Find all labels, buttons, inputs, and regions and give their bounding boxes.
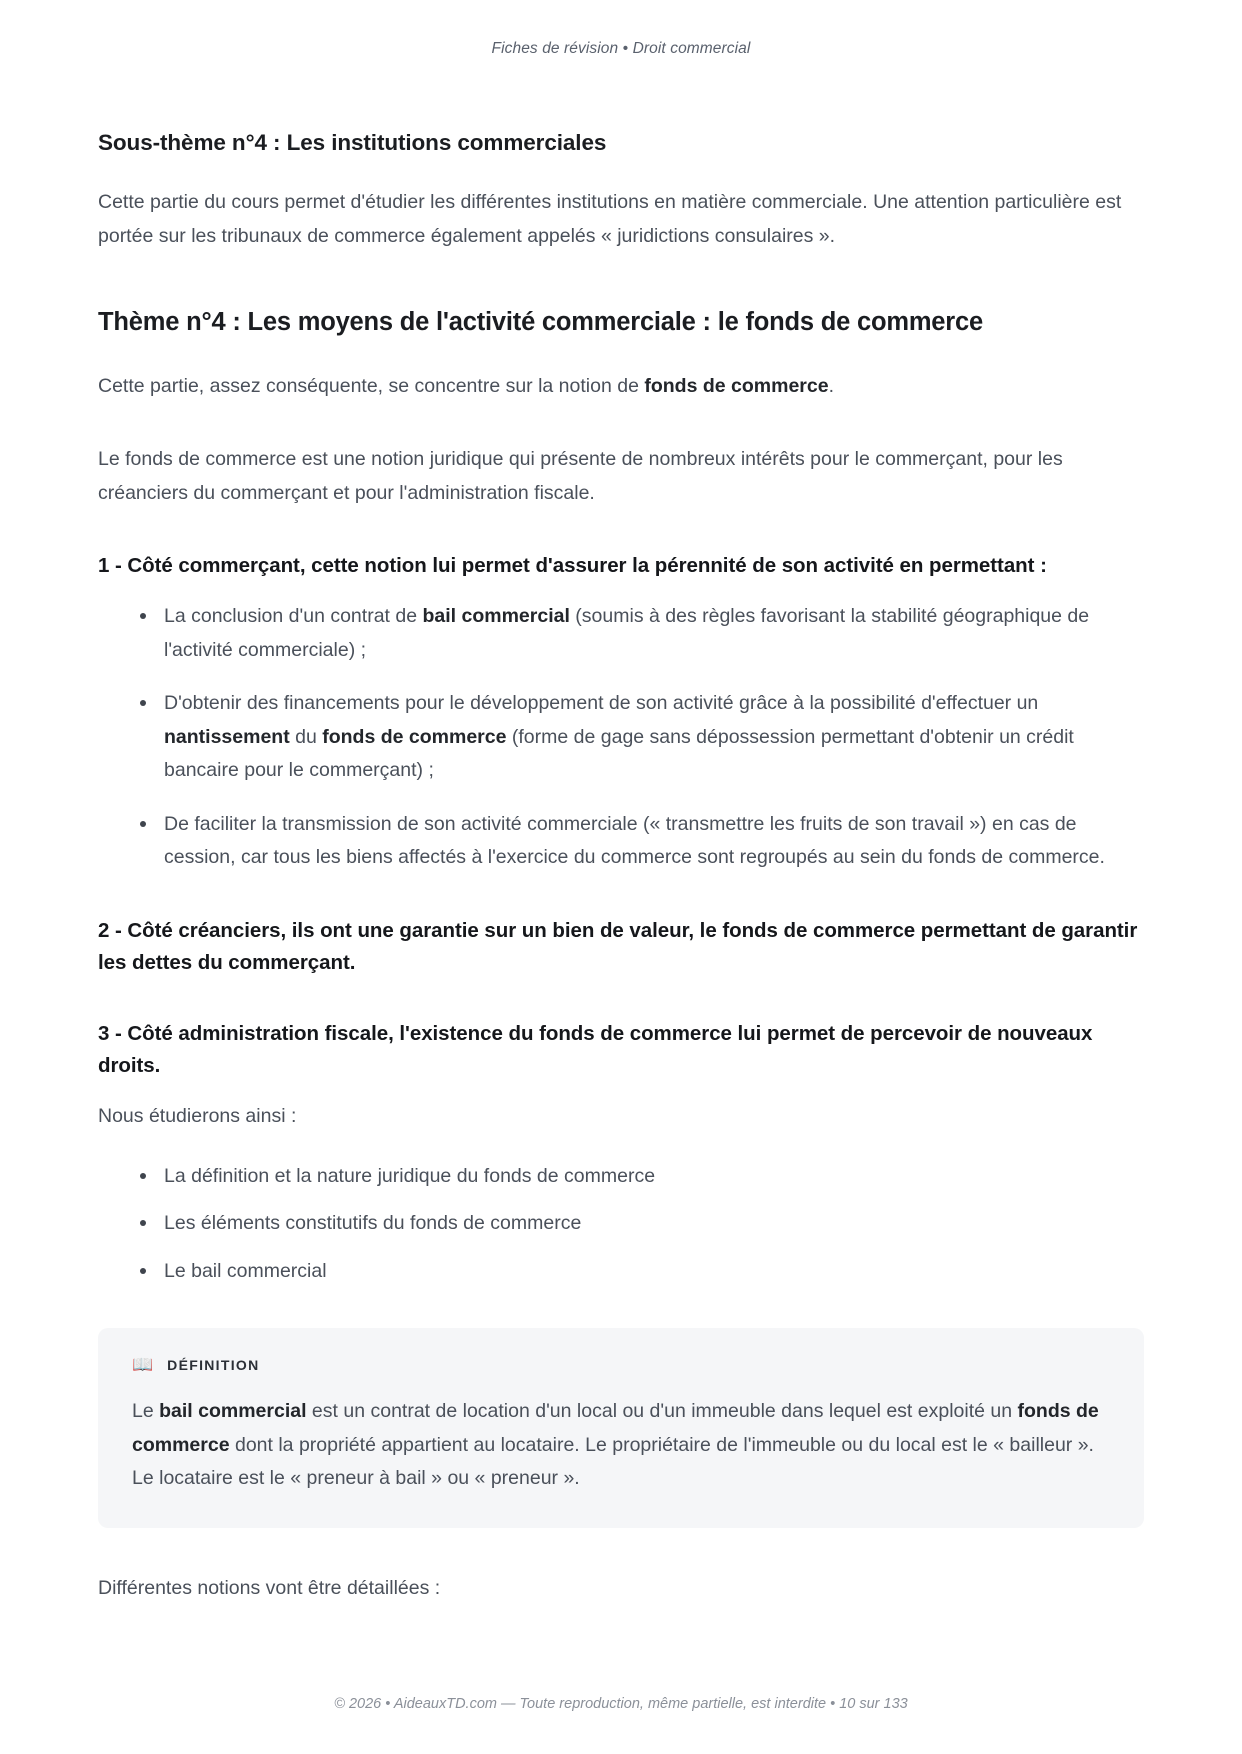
definition-callout-label: DÉFINITION bbox=[167, 1356, 260, 1373]
study-bullet-list bbox=[98, 1160, 1144, 1289]
bullet-text-middle: du bbox=[289, 725, 323, 748]
theme-intro-bold: fonds de commerce bbox=[644, 374, 829, 397]
running-header: Fiches de révision • Droit commercial bbox=[491, 40, 751, 57]
closing-paragraph: Différentes notions vont être détaillées : bbox=[98, 1576, 441, 1599]
interests-paragraph: Le fonds de commerce est une notion juridique qui présente de nombreux intérêts pour le commerçant, pour les créanciers du commerçant et pour l'administration fiscale. bbox=[98, 448, 1063, 504]
point-1-bullet-list bbox=[98, 600, 1144, 875]
point-2-heading: 2 - Côté créanciers, ils ont une garantie sur un bien de valeur, le fonds de commerce permettant de garantir les dettes du commerçant. bbox=[98, 918, 1138, 974]
callout-bold-2: fonds de commerce bbox=[132, 1400, 1099, 1456]
list-item bbox=[136, 687, 1144, 788]
sub-theme-heading: Sous-thème n°4 : Les institutions commerciales bbox=[98, 130, 607, 155]
list-item: La définition et la nature juridique du fonds de commerce bbox=[136, 1160, 1144, 1194]
list-item bbox=[136, 808, 1144, 875]
theme-intro-suffix: . bbox=[828, 374, 834, 397]
bullet-text-middle: (soumis à des règles favorisant la stabilité géographique de l'activité commerciale) ; bbox=[164, 605, 1090, 661]
callout-text-3: dont la propriété appartient au locataire. Le propriétaire de l'immeuble ou du local est le « bailleur ». Le locataire est le « preneur à bail » ou « preneur ». bbox=[132, 1433, 1094, 1490]
bullet-text-bold-2: fonds de commerce bbox=[322, 725, 507, 748]
point-1-heading: 1 - Côté commerçant, cette notion lui permet d'assurer la pérennité de son activité en permettant : bbox=[98, 554, 1047, 578]
bullet-text-suffix: (forme de gage sans dépossession permettant d'obtenir un crédit bancaire pour le commerçant) ; bbox=[164, 725, 1074, 782]
study-intro-paragraph: Nous étudierons ainsi : bbox=[98, 1105, 297, 1127]
definition-callout bbox=[98, 1328, 1144, 1528]
bullet-text-bold: nantissement bbox=[164, 725, 290, 748]
open-book-icon: 📖 bbox=[132, 1355, 154, 1375]
callout-text-1: Le bbox=[132, 1400, 160, 1423]
list-item: Le bail commercial bbox=[136, 1255, 1144, 1289]
theme-heading: Thème n°4 : Les moyens de l'activité commerciale : le fonds de commerce bbox=[98, 308, 983, 337]
list-item: Les éléments constitutifs du fonds de commerce bbox=[136, 1207, 1144, 1241]
bullet-text-prefix: De faciliter la transmission de son activité commerciale (« transmettre les fruits de son travail ») en cas de cession, car tous les biens affectés à l'exercice du commerce sont regroupés au sein du fonds de commerce. bbox=[164, 812, 1105, 869]
theme-intro-prefix: Cette partie, assez conséquente, se concentre sur la notion de bbox=[98, 374, 645, 397]
bullet-text-prefix: La conclusion d'un contrat de bbox=[164, 605, 423, 628]
list-item bbox=[136, 600, 1144, 667]
callout-bold-1: bail commercial bbox=[159, 1400, 307, 1423]
definition-callout-body bbox=[132, 1395, 1110, 1496]
definition-callout-header bbox=[132, 1356, 1110, 1373]
callout-text-2: est un contrat de location d'un local ou d'un immeuble dans lequel est exploité un bbox=[306, 1400, 1018, 1423]
bullet-text-prefix: D'obtenir des financements pour le développement de son activité grâce à la possibilité d'effectuer un bbox=[164, 692, 1039, 715]
bullet-text-bold: bail commercial bbox=[422, 605, 570, 628]
document-content bbox=[0, 66, 1242, 1696]
page-footer: © 2026 • AideauxTD.com — Toute reproduction, même partielle, est interdite • 10 sur 133 bbox=[334, 1696, 908, 1712]
point-3-heading: 3 - Côté administration fiscale, l'existence du fonds de commerce lui permet de percevoir de nouveaux droits. bbox=[98, 1022, 1093, 1078]
sub-theme-paragraph: Cette partie du cours permet d'étudier les différentes institutions en matière commerciale. Une attention particulière est portée sur les tribunaux de commerce également appelés « juridictions consulaires ». bbox=[98, 191, 1122, 247]
theme-intro-paragraph bbox=[98, 370, 1144, 404]
